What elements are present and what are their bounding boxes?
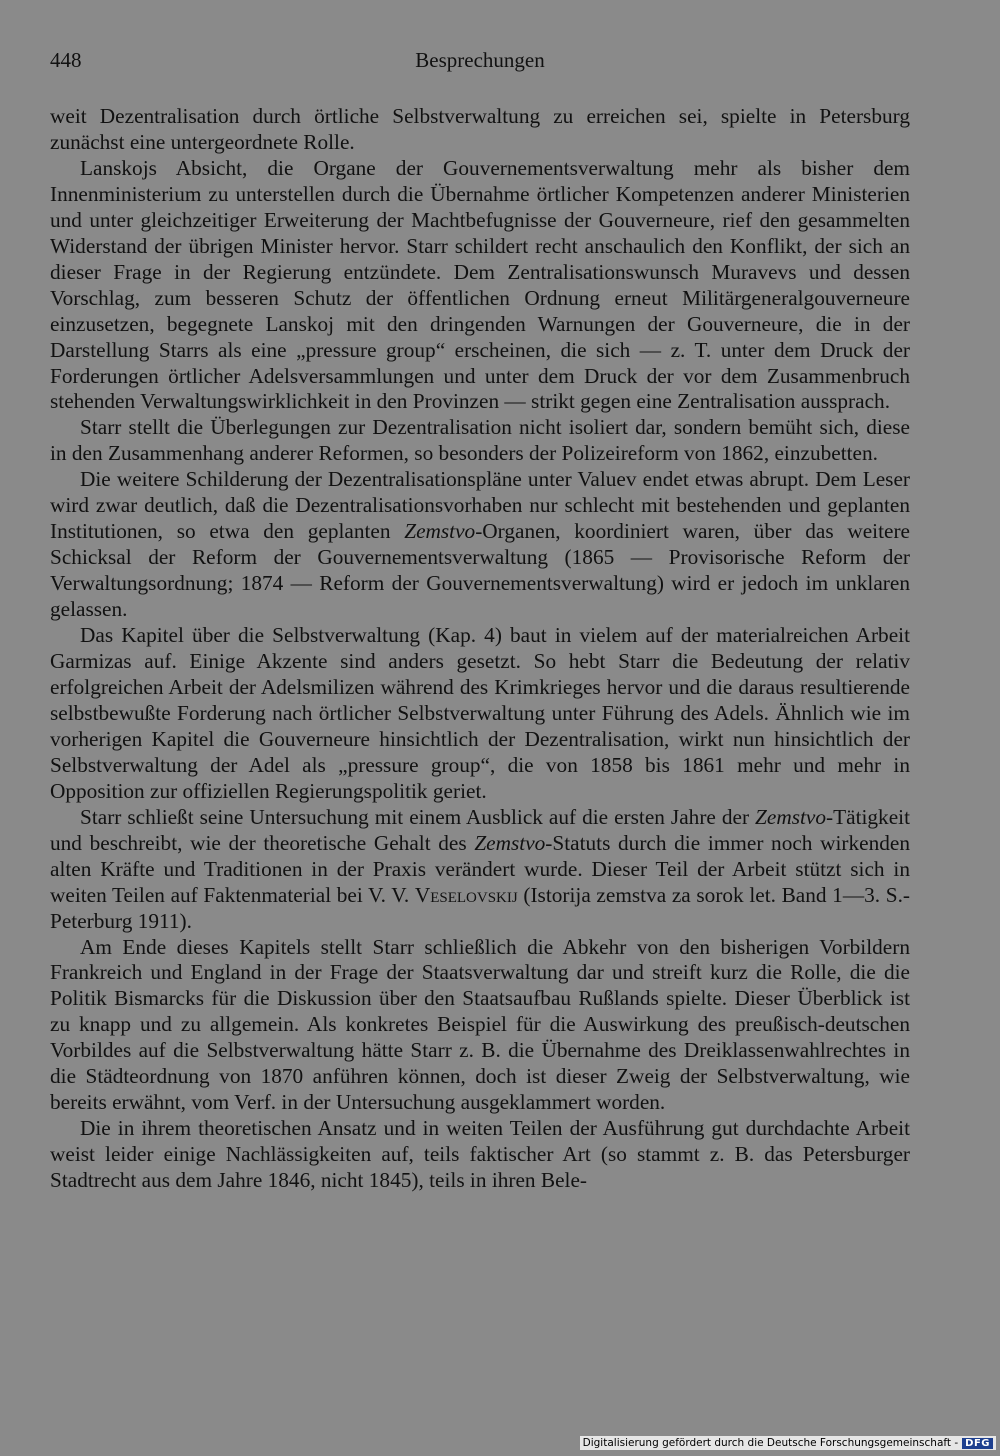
running-head: Besprechungen xyxy=(415,48,545,72)
body-text xyxy=(50,104,910,1194)
paragraph-0: weit Dezentralisation durch örtliche Selbstverwaltung zu erreichen sei, spielte in Petersburg zunächst eine untergeordnete Rolle. xyxy=(50,104,910,154)
paragraph-1: Lanskojs Absicht, die Organe der Gouvernementsverwaltung mehr als bisher dem Innenministerium zu unterstellen durch die Übernahme örtlicher Kompetenzen anderer Ministerien und unter gleichzeitiger Erweiterung der Machtbefugnisse der Gouverneure, rief den gesammelten Widerstand der übrigen Minister hervor. Starr schildert recht anschaulich den Konflikt, der sich an dieser Frage in der Regierung entzündete. Dem Zentralisationswunsch Muravevs und dessen Vorschlag, zum besseren Schutz der öffentlichen Ordnung erneut Militärgeneralgouverneure einzusetzen, begegnete Lanskoj mit den dringenden Warnungen der Gouverneure, die in der Darstellung Starrs als eine „pressure group“ erscheinen, die sich — z. T. unter dem Druck der Forderungen örtlicher Adelsversammlungen und unter dem Druck der vor dem Zusammenbruch stehenden Verwaltungswirklichkeit in den Provinzen — strikt gegen eine Zentralisation aussprach. xyxy=(50,155,910,414)
zemstvo-term: Zemstvo xyxy=(474,830,546,855)
paragraph-5-mid: -Tätigkeit und beschreibt, wie der theoretische Gehalt des xyxy=(50,804,910,855)
paragraph-6: Am Ende dieses Kapitels stellt Starr schließlich die Abkehr von den bisherigen Vorbildern Frankreich und England in der Frage der Staatsverwaltung dar und streift kurz die Rolle, die die Politik Bismarcks für die Diskussion über den Staatsaufbau Rußlands spielte. Dieser Überblick ist zu knapp und zu allgemein. Als konkretes Beispiel für die Auswirkung des preußisch-deutschen Vorbildes auf die Selbstverwaltung hätte Starr z. B. die Übernahme des Dreiklassenwahlrechtes in die Städteordnung von 1870 anführen können, doch ist dieser Zweig der Selbstverwaltung, wie bereits erwähnt, vom Verf. in der Untersuchung ausgeklammert worden. xyxy=(50,934,910,1115)
paragraph-5-tail: (Istorija zemstva za sorok let. Band 1—3. S.-Peterburg 1911). xyxy=(50,882,910,933)
digitization-credit xyxy=(580,1436,996,1450)
paragraph-5 xyxy=(50,805,910,935)
paragraph-5-pre: Starr schließt seine Untersuchung mit einem Ausblick auf die ersten Jahre der xyxy=(80,804,756,829)
dfg-logo: DFG xyxy=(962,1438,993,1449)
paragraph-3 xyxy=(50,467,910,623)
paragraph-3-pre: Die weitere Schilderung der Dezentralisationspläne unter Valuev endet etwas abrupt. Dem Leser wird zwar deutlich, daß die Dezentralisationsvorhaben nur schlecht mit bestehenden und geplanten Institutionen, so etwa den geplanten xyxy=(50,467,910,544)
paragraph-2: Starr stellt die Überlegungen zur Dezentralisation nicht isoliert dar, sondern bemüht sich, diese in den Zusammenhang anderer Reformen, so besonders der Polizeireform von 1862, einzubetten. xyxy=(50,415,910,466)
zemstvo-term: Zemstvo xyxy=(755,804,827,829)
credit-text: Digitalisierung gefördert durch die Deutsche Forschungsgemeinschaft - xyxy=(582,1437,959,1449)
page-header xyxy=(50,48,910,76)
author-name: Veselovskij xyxy=(414,882,518,907)
paragraph-7: Die in ihrem theoretischen Ansatz und in weiten Teilen der Ausführung gut durchdachte Arbeit weist leider einige Nachlässigkeiten auf, teils faktischer Art (so stammt z. B. das Petersburger Stadtrecht aus dem Jahre 1846, nicht 1845), teils in ihren Bele- xyxy=(50,1116,910,1193)
page-number: 448 xyxy=(50,48,82,72)
zemstvo-term: Zemstvo xyxy=(404,519,476,544)
paragraph-4: Das Kapitel über die Selbstverwaltung (Kap. 4) baut in vielem auf der materialreichen Arbeit Garmizas auf. Einige Akzente sind anders gesetzt. So hebt Starr die Bedeutung der relativ erfolgreichen Arbeit der Adelsmilizen während des Krimkrieges hervor und die daraus resultierende selbstbewußte Forderung nach örtlicher Selbstverwaltung unter Führung des Adels. Ähnlich wie im vorherigen Kapitel die Gouverneure hinsichtlich der Dezentralisation, wirkt nun hinsichtlich der Selbstverwaltung der Adel als „pressure group“, die von 1858 bis 1861 mehr und mehr in Opposition zur offiziellen Regierungspolitik geriet. xyxy=(50,623,910,803)
paragraph-3-post: -Organen, koordiniert waren, über das weitere Schicksal der Reform der Gouvernementsverwaltung (1865 — Provisorische Reform der Verwaltungsordnung; 1874 — Reform der Gouvernementsverwaltung) wird er jedoch im unklaren gelassen. xyxy=(50,519,910,622)
paragraph-5-post: -Statuts durch die immer noch wirkenden alten Kräfte und Traditionen in der Praxis verändert wurde. Dieser Teil der Arbeit stützt sich in weiten Teilen auf Faktenmaterial bei V. V. xyxy=(50,830,910,907)
